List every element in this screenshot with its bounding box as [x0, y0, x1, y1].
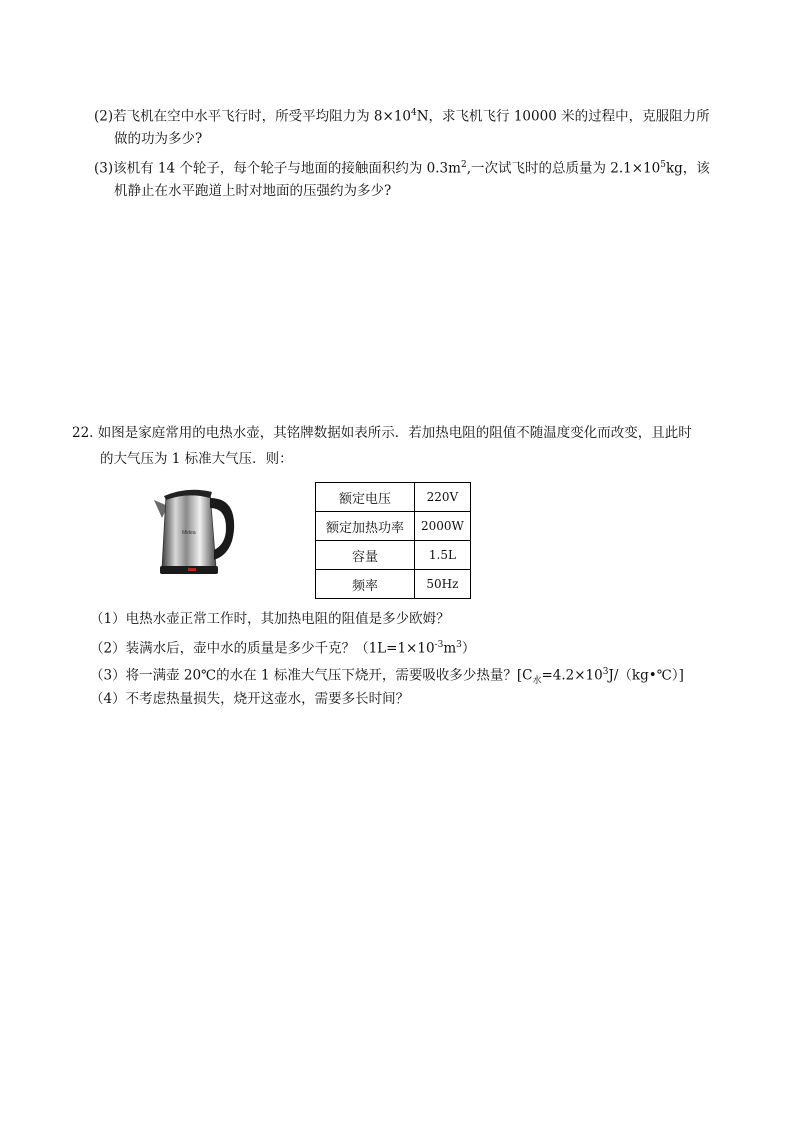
- spec-value: 1.5L: [415, 541, 471, 570]
- spec-label: 容量: [316, 541, 415, 570]
- question-part-2-line-1: (2)若飞机在空中水平飞行时，所受平均阻力为 $8\times 10^4N$，求飞机飞行 10000 米的过程中，克服阻力所: [94, 108, 710, 125]
- spec-label: 频率: [316, 570, 415, 599]
- spec-value: 50Hz: [415, 570, 471, 599]
- sub-question-1: （1）电热水壶正常工作时，其加热电阻的阻值是多少欧姆？: [90, 611, 450, 627]
- table-row: [316, 541, 471, 570]
- sub-question-4: （4）不考虑热量损失，烧开这壶水，需要多长时间？: [90, 691, 410, 707]
- spec-value: 220V: [415, 483, 471, 512]
- kettle-brand-logo: Midea: [182, 530, 196, 536]
- table-row: [316, 483, 471, 512]
- question-part-3-line-2: 机静止在水平跑道上时对地面的压强约为多少?: [114, 183, 392, 199]
- spec-value: 2000W: [415, 512, 471, 541]
- question-part-2-line-2: 做的功为多少?: [114, 131, 203, 147]
- nameplate-spec-table: [315, 482, 471, 599]
- sub-question-3: （3）将一满壶 20℃的水在 1 标准大气压下烧开，需要吸收多少热量？$[C_水=4.2\times 10^3J/(kg•℃)]$: [90, 667, 684, 687]
- spec-label: 额定电压: [316, 483, 415, 512]
- electric-kettle-image: [148, 484, 240, 584]
- table-row: [316, 512, 471, 541]
- sub-question-2: （2）装满水后，壶中水的质量是多少千克？$(1L=1\times 10^{-3}m^3)$: [90, 640, 476, 657]
- table-row: [316, 570, 471, 599]
- spec-label: 额定加热功率: [316, 512, 415, 541]
- question-part-3-line-1: (3)该机有 14 个轮子，每个轮子与地面的接触面积约为 $0.3m^2$,一次试飞时的总质量为 $2.1\times 10^5kg$，该: [94, 160, 710, 177]
- question-22-line-2: 的大气压为 1 标准大气压．则：: [100, 451, 293, 467]
- question-22-line-1: 22. 如图是家庭常用的电热水壶，其铭牌数据如表所示．若加热电阻的阻值不随温度变化而改变，且此时: [72, 425, 692, 441]
- kettle-indicator-light: [188, 568, 196, 571]
